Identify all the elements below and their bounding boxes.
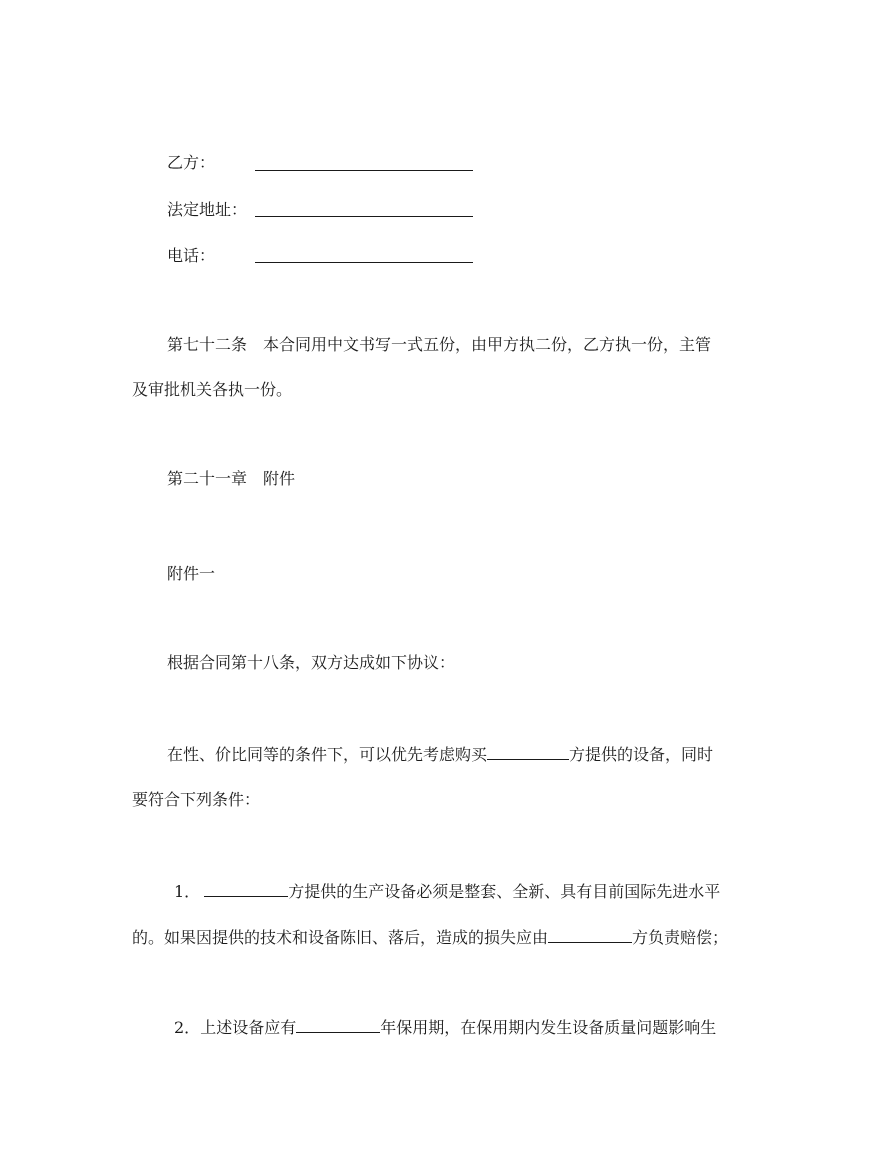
preamble-text-b: 方提供的设备，同时: [569, 745, 714, 764]
item-1-number: 1．: [174, 882, 201, 901]
preamble-line-1: [167, 743, 713, 763]
article-72-line-2: 及审批机关各执一份。: [132, 380, 293, 399]
supplier-blank: [487, 743, 569, 760]
item-1-text-b: 方提供的生产设备必须是整套、全新、具有目前国际先进水平: [288, 882, 721, 901]
annex-1-heading: 附件一: [167, 564, 216, 583]
legal-address-label: 法定地址：: [167, 200, 248, 219]
article-72-line-1: 第七十二条 本合同用中文书写一式五份，由甲方执二份，乙方执一份，主管: [167, 335, 712, 354]
item-1-supplier-blank: [204, 880, 288, 897]
item-2-number: 2．: [174, 1018, 201, 1037]
item-2-text-a: 上述设备应有: [200, 1018, 297, 1037]
basis-paragraph: 根据合同第十八条，双方达成如下协议：: [167, 653, 456, 672]
item-1-line-1: [174, 880, 720, 900]
chapter-21-heading: 第二十一章 附件: [167, 469, 296, 488]
party-b-blank: [255, 170, 473, 171]
preamble-line-2: 要符合下列条件：: [132, 790, 261, 809]
item-2-line-1: [174, 1016, 716, 1036]
legal-address-blank: [255, 216, 473, 217]
item-2-text-b: 年保用期，在保用期内发生设备质量问题影响生: [380, 1018, 717, 1037]
phone-blank: [255, 262, 473, 263]
party-b-label: 乙方：: [167, 153, 216, 172]
item-1-text-d: 方负责赔偿；: [632, 928, 729, 947]
preamble-text-a: 在性、价比同等的条件下，可以优先考虑购买: [167, 745, 488, 764]
item-1-liability-blank: [548, 926, 632, 943]
item-1-line-2: [132, 926, 728, 946]
phone-label: 电话：: [167, 246, 216, 265]
warranty-years-blank: [296, 1016, 380, 1033]
item-1-text-c: 的。如果因提供的技术和设备陈旧、落后，造成的损失应由: [132, 928, 549, 947]
